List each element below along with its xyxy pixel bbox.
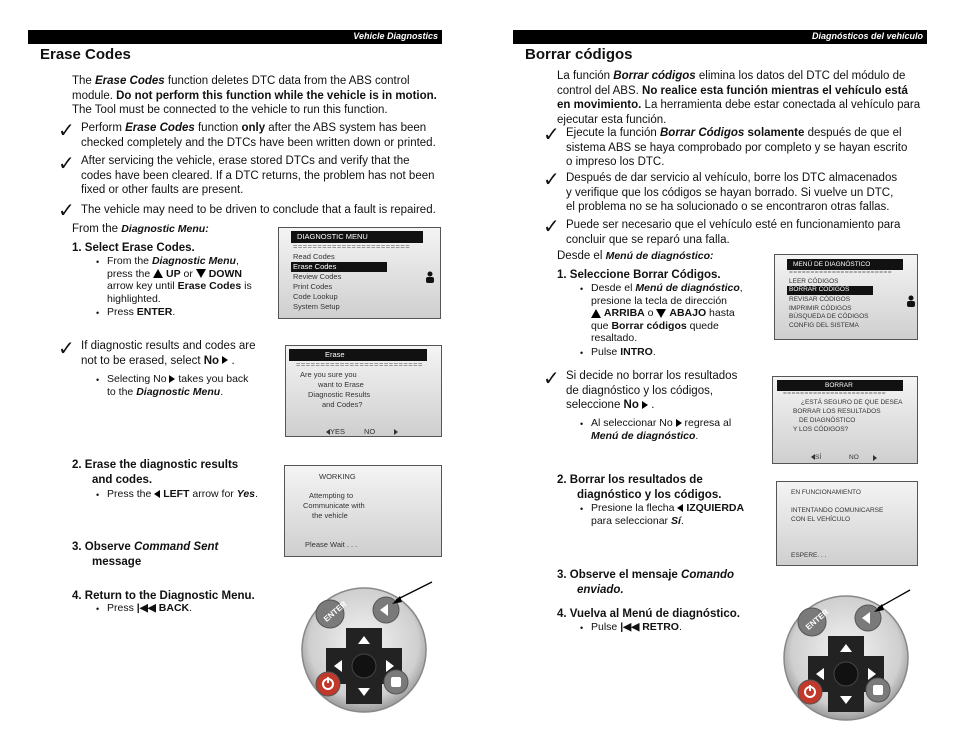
right-from-menu: Desde el Menú de diagnóstico: (557, 250, 714, 262)
right-step4-bullet: Pulse |◀◀ RETRO. (591, 621, 682, 633)
lcd-yes-option: YES (326, 427, 345, 437)
lcd-line: DE DIAGNÓSTICO (799, 417, 856, 424)
right-step1-bullet2: Pulse INTRO. (591, 346, 656, 358)
lcd-diagnostic-menu (278, 227, 441, 319)
right-check3: Puede ser necesario que el vehículo esté en funcionamiento para concluir que se reparó una falla. (566, 219, 901, 246)
left-arrow-icon (154, 490, 160, 498)
bullet: • (96, 604, 100, 614)
left-step4-bullet: Press |◀◀ BACK. (107, 602, 193, 614)
lcd-borrar-confirm (772, 376, 918, 464)
right-check1: Ejecute la función Borrar Códigos solamente después de que el sistema ABS se haya comprobado por completo y se hayan escrito o impreso los DTC. (566, 127, 908, 168)
left-step1-bullet2: Press ENTER. (107, 306, 176, 318)
right-step1-title: 1. Seleccione Borrar Códigos. (557, 269, 721, 281)
lcd-divider: ======================== (293, 242, 411, 251)
left-step2-bullet: Press the LEFT arrow for Yes. (107, 488, 258, 500)
right-step2-bullet: Presione la flecha IZQUIERDA para seleccionar Sí. (591, 502, 745, 527)
lcd-line: Are you sure you (300, 370, 357, 379)
lcd-menu-item: REVISAR CÓDIGOS (789, 296, 851, 303)
vehicle-person-icon (906, 295, 916, 307)
lcd-line: EN FUNCIONAMIENTO (791, 489, 861, 496)
lcd-menu-item: Review Codes (293, 272, 342, 281)
left-from-menu: From the Diagnostic Menu: (72, 223, 209, 235)
lcd-title: BORRAR (777, 380, 903, 391)
keypad-illustration (300, 580, 440, 720)
left-intro: The Erase Codes function deletes DTC data from the ABS control module. Do not perform this function while the vehicle is in motion. The Tool must be connected to the vehicle to run this function. (72, 75, 437, 116)
bullet: • (580, 504, 584, 514)
bullet: • (96, 375, 100, 385)
lcd-menu-item-selected: BORRAR CÓDIGOS (787, 286, 873, 295)
up-arrow-icon (591, 309, 601, 318)
left-check2: After servicing the vehicle, erase stored DTCs and verify that the codes have been cleared. If a DTC returns, the problem has not been fixed or other faults are present. (81, 155, 435, 196)
lcd-title: MENÚ DE DIAGNÓSTICO (787, 259, 903, 270)
left-check4: If diagnostic results and codes are not to be erased, select No . (81, 340, 256, 367)
keypad-illustration (782, 588, 922, 728)
back-icon: |◀◀ (620, 621, 640, 633)
lcd-line: and Codes? (322, 400, 363, 409)
lcd-line: INTENTANDO COMUNICARSE (791, 507, 884, 514)
lcd-yes-option: SÍ (811, 453, 821, 463)
right-arrow-icon (394, 427, 398, 437)
bullet: • (580, 623, 584, 633)
vehicle-person-icon (425, 271, 435, 283)
lcd-menu-item: LEER CÓDIGOS (789, 278, 839, 285)
lcd-divider: ========================== (296, 360, 423, 369)
left-header-bar (28, 30, 442, 44)
lcd-no-option: NO (849, 454, 859, 461)
checkmark-icon: ✓ (58, 151, 75, 175)
left-title: Erase Codes (40, 46, 131, 63)
right-step4-title: 4. Vuelva al Menú de diagnóstico. (557, 608, 740, 620)
up-arrow-icon (153, 269, 163, 278)
lcd-menu-item: Read Codes (293, 252, 335, 261)
right-intro: La función Borrar códigos elimina los datos del DTC del módulo de control del ABS. No realice esta función mientras el vehículo está en movimiento. La herramienta debe estar conectada al vehículo para ejecutar esta función. (557, 70, 921, 126)
left-step2-title: 2. Erase the diagnostic results and codes. (72, 459, 239, 486)
lcd-title: Erase (289, 349, 427, 361)
right-header-text: Diagnósticos del vehículo (811, 31, 923, 41)
lcd-line: CON EL VEHÍCULO (791, 516, 850, 523)
lcd-menu-item: Code Lookup (293, 292, 338, 301)
lcd-line: ¿ESTÁ SEGURO DE QUE DESEA (801, 399, 903, 406)
lcd-line: Y LOS CÓDIGOS? (793, 426, 849, 433)
bullet: • (96, 490, 100, 500)
lcd-no-option: NO (364, 427, 376, 436)
checkmark-icon: ✓ (543, 122, 560, 146)
left-check4-bullet: Selecting No takes you back to the Diagnostic Menu. (107, 373, 249, 398)
right-check4-bullet: Al seleccionar No regresa al Menú de diagnóstico. (591, 417, 732, 442)
bullet: • (96, 257, 100, 267)
checkmark-icon: ✓ (58, 198, 75, 222)
checkmark-icon: ✓ (543, 214, 560, 238)
left-step4-title: 4. Return to the Diagnostic Menu. (72, 590, 255, 602)
back-icon: |◀◀ (136, 602, 156, 614)
lcd-line: WORKING (319, 472, 356, 481)
lcd-line: Diagnostic Results (308, 390, 371, 399)
right-arrow-icon (873, 453, 877, 463)
checkmark-icon: ✓ (58, 336, 75, 360)
enter-button-label: ENTER (321, 599, 349, 624)
lcd-divider: ======================== (789, 269, 893, 276)
lcd-funcionamiento (776, 481, 918, 566)
lcd-line: the vehicle (312, 511, 348, 520)
bullet: • (580, 419, 584, 429)
left-step1-bullet1: From the Diagnostic Menu, press the UP or DOWN arrow key until Erase Codes is highlighted. (107, 255, 252, 305)
down-arrow-icon (196, 269, 206, 278)
left-arrow-icon (677, 504, 683, 512)
enter-button-label: ENTER (803, 607, 831, 632)
right-step2-title: 2. Borrar los resultados de diagnóstico y los códigos. (557, 474, 722, 501)
lcd-menu-item: BÚSQUEDA DE CÓDIGOS (789, 313, 869, 320)
left-header-text: Vehicle Diagnostics (353, 31, 438, 41)
lcd-divider: ======================== (783, 390, 887, 397)
right-step3-title: 3. Observe el mensaje Comando enviado. (557, 569, 735, 596)
checkmark-icon: ✓ (543, 167, 560, 191)
bullet: • (96, 308, 100, 318)
left-step1-title: 1. Select Erase Codes. (72, 242, 195, 254)
lcd-line: BORRAR LOS RESULTADOS (793, 408, 881, 415)
lcd-menu-item: CONFIG DEL SISTEMA (789, 322, 859, 329)
lcd-menu-item-selected: Erase Codes (291, 262, 387, 272)
lcd-title: DIAGNOSTIC MENU (291, 231, 423, 243)
bullet: • (580, 348, 584, 358)
bullet: • (580, 284, 584, 294)
lcd-erase-confirm (285, 345, 442, 437)
checkmark-icon: ✓ (543, 366, 560, 390)
lcd-line: Communicate with (303, 501, 365, 510)
lcd-line: Please Wait . . . (305, 540, 358, 549)
right-check2: Después de dar servicio al vehículo, borre los DTC almacenados y verifique que los códigos se hayan borrado. Si vuelve un DTC, el problema no se ha solucionado o se encontraron otras fallas. (566, 172, 898, 213)
right-header-bar (513, 30, 927, 44)
right-check4: Si decide no borrar los resultados de diagnóstico y los códigos, seleccione No . (566, 370, 738, 411)
lcd-menu-diagnostico (774, 254, 918, 340)
lcd-menu-item: System Setup (293, 302, 340, 311)
down-arrow-icon (656, 309, 666, 318)
right-step1-bullet1: Desde el Menú de diagnóstico, presione la tecla de dirección ARRIBA o ABAJO hasta que Borrar códigos quede resaltado. (591, 282, 743, 344)
lcd-line: want to Erase (318, 380, 364, 389)
left-check3: The vehicle may need to be driven to conclude that a fault is repaired. (81, 204, 436, 216)
checkmark-icon: ✓ (58, 118, 75, 142)
right-title: Borrar códigos (525, 46, 633, 63)
lcd-line: ESPERE. . . (791, 552, 827, 559)
lcd-menu-item: Print Codes (293, 282, 333, 291)
lcd-menu-item: IMPRIMIR CÓDIGOS (789, 305, 852, 312)
left-step3-title: 3. Observe Command Sent message (72, 541, 219, 568)
left-check1: Perform Erase Codes function only after the ABS system has been checked completely and the DTCs have been written down or printed. (81, 122, 436, 149)
lcd-working (284, 465, 442, 557)
lcd-line: Attempting to (309, 491, 354, 500)
